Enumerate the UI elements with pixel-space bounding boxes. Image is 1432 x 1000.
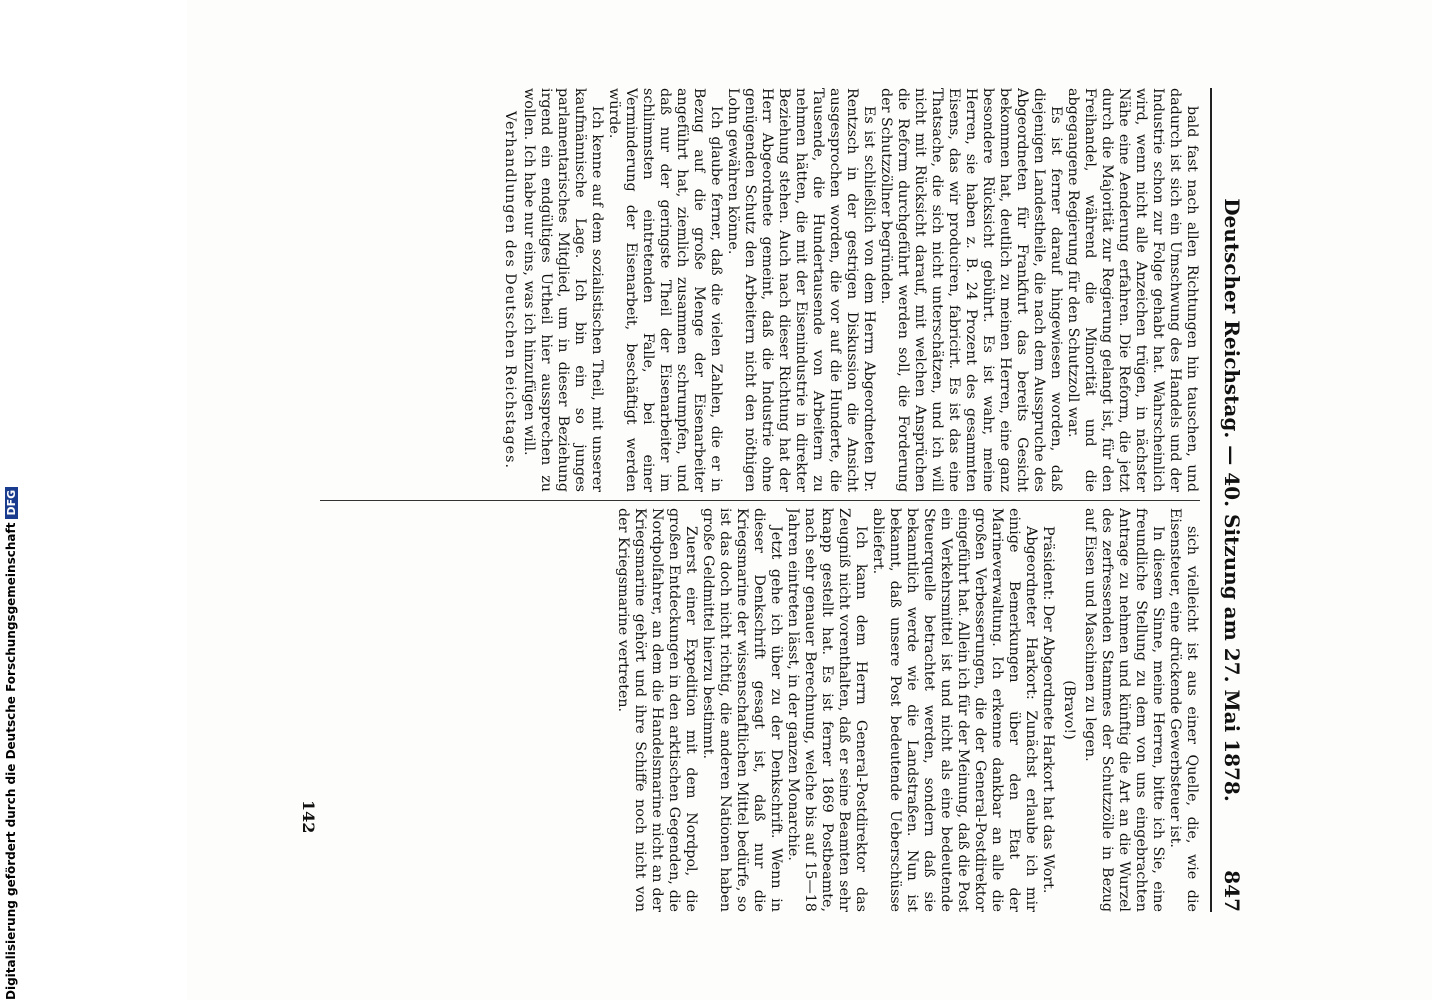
header-title: Deutscher Reichstag. — 40. Sitzung am 27. Mai 1878. (1220, 198, 1244, 802)
left-column (320, 88, 1200, 492)
page-header (1216, 88, 1246, 912)
speaker-paragraph: Präsident: Der Abgeordnete Harkort hat das Wort. (1040, 526, 1056, 894)
paragraph: Jetzt gehe ich über zu der Denkschrift. Wenn in dieser Denkschrift gesagt ist, daß nur die Kriegsmarine der wissenschaftlichen Mittel bedürfe, so ist das doch nicht richtig, die anderen Nationen haben große Geldmittel hierzu bestimmt. (700, 508, 784, 912)
dfg-logo: DFG (5, 487, 18, 519)
volume-label: Verhandlungen des Deutschen Reichstages. (502, 110, 518, 469)
digitization-credit (4, 489, 18, 1000)
speaker-paragraph: Abgeordneter Harkort: Zunächst erlaube ich mir einige Bemerkungen über den Etat der Marineverwaltung. Ich erkenne dankbar an alle die großen Verbesserungen, die der General-Postdirektor eingeführt hat. Allein ich für der Meinung, daß die Post ein Verkehrsmittel ist und nicht als eine bedeutende Steuerquelle betrachtet werden, sondern daß sie bekanntlich werde wie die Landstraßen. Nun ist bekannt, daß unsere Post bedeutende Ueberschüsse abliefert. (870, 508, 1039, 912)
paragraph: Ich kann dem Herrn General-Postdirektor das Zeugniß nicht vorenthalten, daß er seine Beamten sehr knapp gestellt hat. Es ist ferner 1869 Postbeamte, nach sehr genauer Berechnung, welche bis auf 15—18 Jahren eintreten lässt, in der ganzen Monarchie. (785, 508, 869, 912)
paragraph: Zuerst einer Expedition mit dem Nordpol, die großen Entdeckungen in den arktischen Gegenden, die Nordpolfahrer, an dem die Handelsmarine nicht an der Kriegsmarine gehört und ihre Schiffe noch nicht von der Kriegsmarine vertreten. (615, 508, 699, 912)
paragraph: In diesem Sinne, meine Herren, bitte ich Sie, eine freundliche Stellung zu dem von uns eingebrachten Antrage zu nehmen und künftig die Art an die Wurzel des zerfressenden Stammes der Schutzzölle in Bezug auf Eisen und Maschinen zu legen. (1082, 508, 1166, 912)
scanned-page (187, 0, 1432, 1000)
right-column (320, 508, 1200, 912)
paragraph: Ich glaube ferner, daß die vielen Zahlen, die er in Bezug auf die große Menge der Eisenarbeiter angeführt hat, ziemlich zusammen schrumpfen, und daß nur der geringste Theil der Eisenarbeiter im schlimmsten eintretenden Falle, bei einer Verminderung der Eisenarbeit, beschäftigt werden würde. (606, 88, 724, 492)
paragraph: Es ist ferner darauf hingewiesen worden, daß diejenigen Landestheile, die nach dem Ausspruche des Abgeordneten für Frankfurt das bereits Gesicht bekommen hat, deutlich zu meinen Herren, eine ganz besondere Rücksicht gebührt. Es ist wahr, meine Herren, sie haben z. B. 24 Prozent des gesammten Eisens, das wir produciren, fabricirt. Es ist das eine Thatsache, die sich nicht unterschätzen, und ich will nicht mit Rücksicht darauf, mit welchen Ansprüchen die Reform durchgeführt werden soll, die Forderung der Schutzzöllner begründen. (878, 88, 1064, 492)
header-rule (1210, 88, 1212, 912)
credit-text: Digitalisierung gefördert durch die Deutsche Forschungsgemeinschaft (4, 522, 18, 1000)
paragraph: sich vielleicht ist aus einer Quelle, die, wie die Eisensteuer, eine drückende Gewerbsteuer ist. (1167, 508, 1200, 912)
paragraph: bald fast nach allen Richtungen hin tauschen, und dadurch ist sich ein Umschwung des Handels und der Industrie schon zur Folge gehabt hat. Wahrscheinlich wird, wenn nicht alle Anzeichen trügen, in nächster Nähe eine Aenderung erfahren. Die Reform, die jetzt durch die Majorität zur Regierung gelangt ist, für den Freihandel, während die Minorität und die abgegangene Regierung für den Schutzzoll war. (1065, 88, 1200, 492)
signature-mark: 142 (299, 800, 318, 834)
page-number: 847 (1220, 870, 1244, 912)
paragraph: Ich kenne auf dem sozialistischen Theil, mit unserer kaufmännische Lage. Ich bin ein so junges parlamentarisches Mitglied, um in dieser Beziehung irgend ein endgültiges Urtheil hier aussprechen zu wollen. Ich habe nur eins, was ich hinzufügen will. (521, 88, 605, 492)
applause-note: (Bravo!) (1061, 680, 1077, 740)
column-divider (320, 500, 1200, 501)
paragraph: Es ist schließlich von dem Herrn Abgeordneten Dr. Rentzsch in der gestrigen Diskussion die Ansicht ausgesprochen worden, die vor auf die Hunderte, die Tausende, die Hundertausende von Arbeitern zu nehmen hätten, die mit der Eisenindustrie in direkter Beziehung stehen. Auch nach dieser Richtung hat der Herr Abgeordnete gemeint, daß die Industrie ohne genügenden Schutz den Arbeitern nicht den nöthigen Lohn gewähren könne. (725, 88, 877, 492)
